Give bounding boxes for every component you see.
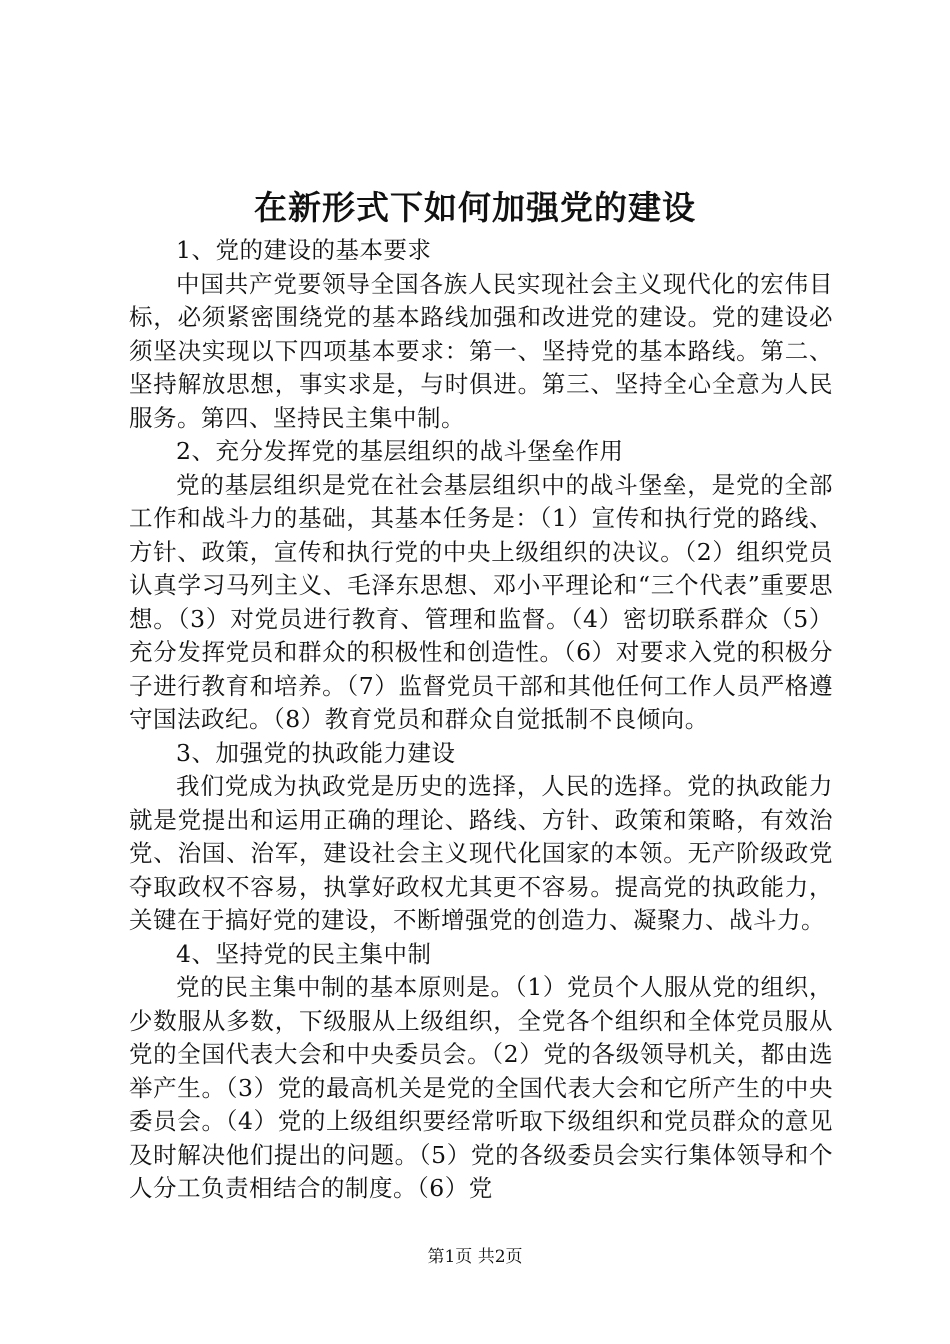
page-footer: 第1页 共2页 <box>427 1247 523 1267</box>
paragraph-1: 中国共产党要领导全国各族人民实现社会主义现代化的宏伟目标，必须紧密围绕党的基本路线加强和改进党的建设。党的建设必须坚决实现以下四项基本要求：第一、坚持党的基本路线。第二、坚持解放思想，事实求是，与时俱进。第三、坚持全心全意为人民服务。第四、坚持民主集中制。 <box>129 269 833 432</box>
section-heading-1: 1、党的建设的基本要求 <box>176 236 432 264</box>
section-heading-4: 4、坚持党的民主集中制 <box>176 939 432 968</box>
section-heading-2: 2、充分发挥党的基层组织的战斗堡垒作用 <box>176 437 624 465</box>
document-body <box>129 234 833 1206</box>
paragraph-3: 我们党成为执政党是历史的选择，人民的选择。党的执政能力就是党提出和运用正确的理论、路线、方针、政策和策略，有效治党、治国、治军，建设社会主义现代化国家的本领。无产阶级政党夺取政权不容易，执掌好政权尤其更不容易。提高党的执政能力，关键在于搞好党的建设，不断增强党的创造力、凝聚力、战斗力。 <box>129 772 833 934</box>
section-heading-3: 3、加强党的执政能力建设 <box>176 738 456 767</box>
paragraph-4: 党的民主集中制的基本原则是。（1）党员个人服从党的组织，少数服从多数，下级服从上级组织，全党各个组织和全体党员服从党的全国代表大会和中央委员会。（2）党的各级领导机关，都由选举产生。（3）党的最高机关是党的全国代表大会和它所产生的中央委员会。（4）党的上级组织要经常听取下级组织和党员群众的意见及时解决他们提出的问题。（5）党的各级委员会实行集体领导和个人分工负责相结合的制度。（6）党 <box>129 973 833 1202</box>
paragraph-2: 党的基层组织是党在社会基层组织中的战斗堡垒，是党的全部工作和战斗力的基础，其基本任务是：（1）宣传和执行党的路线、方针、政策，宣传和执行党的中央上级组织的决议。（2）组织党员认真学习马列主义、毛泽东思想、邓小平理论和“三个代表”重要思想。（3）对党员进行教育、管理和监督。（4）密切联系群众（5）充分发挥党员和群众的积极性和创造性。（6）对要求入党的积极分子进行教育和培养。（7）监督党员干部和其他任何工作人员严格遵守国法政纪。（8）教育党员和群众自觉抵制不良倾向。 <box>129 470 833 733</box>
document-title: 在新形式下如何加强党的建设 <box>254 188 696 227</box>
